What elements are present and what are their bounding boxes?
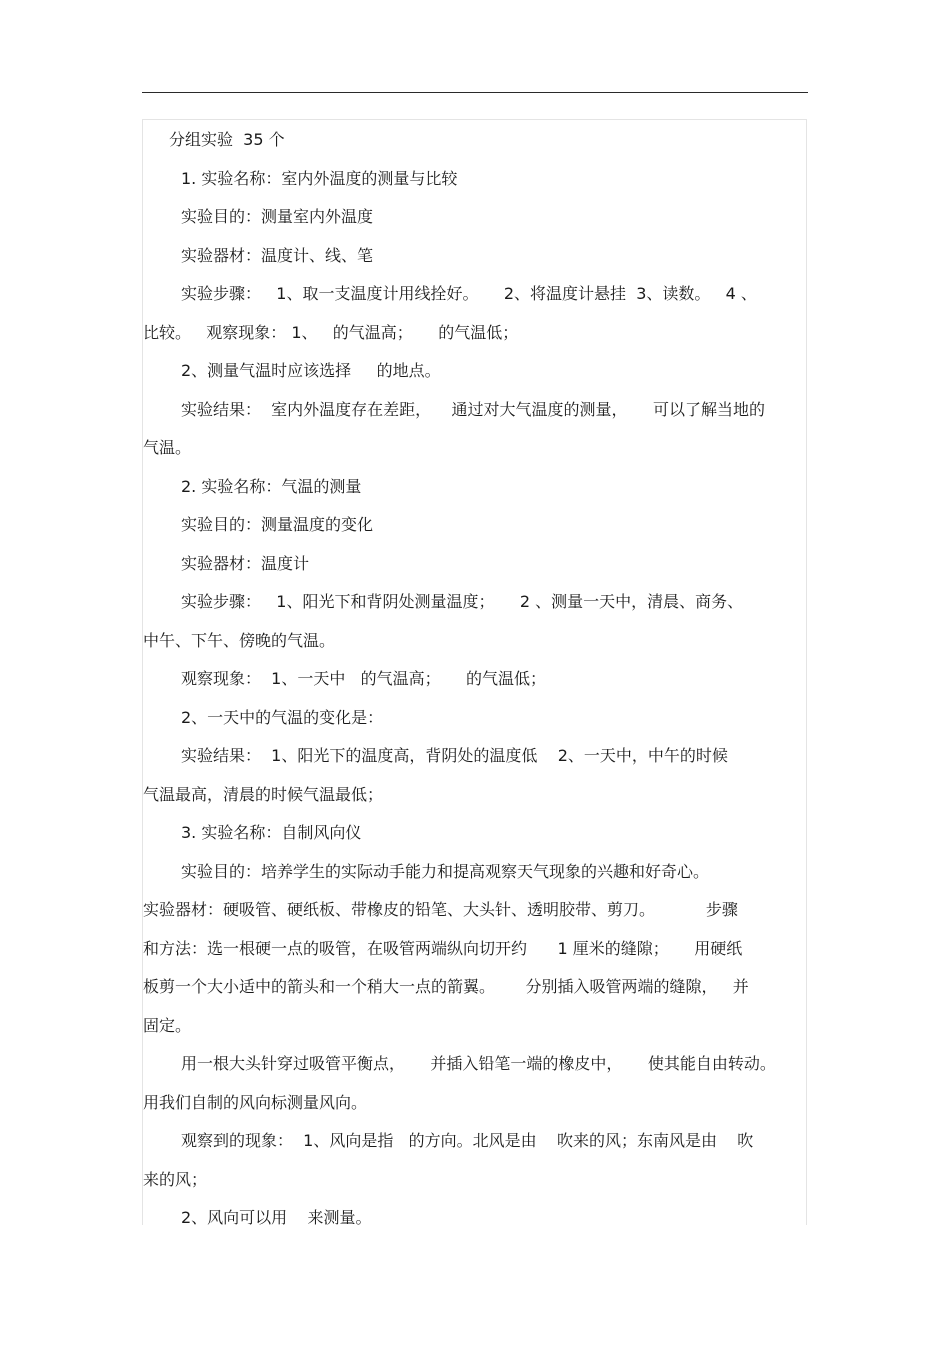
exp2-materials: 实验器材：温度计 [181,553,310,573]
exp1-purpose: 实验目的：测量室内外温度 [181,207,374,226]
exp1-materials: 实验器材：温度计、线、笔 [181,245,374,265]
exp3-observation: 观察到的现象： 1、风向是指 的方向。北风是由 吹来的风；东南风是由 吹 [181,1131,754,1150]
exp3-name: 3. 实验名称：自制风向仪 [181,823,362,842]
exp3-materials: 实验器材：硬吸管、硬纸板、带橡皮的铅笔、大头针、透明胶带、剪刀。 步骤 [143,900,738,919]
exp3-method-end: 固定。 [143,1015,192,1035]
exp1-steps-cont: 比较。 观察现象： 1、 的气温高； 的气温低； [143,322,519,342]
exp2-steps-cont: 中午、下午、傍晚的气温。 [143,630,336,650]
exp2-name: 2. 实验名称：气温的测量 [181,476,362,496]
section-heading: 分组实验 35 个 [169,130,285,149]
exp3-purpose: 实验目的：培养学生的实际动手能力和提高观察天气现象的兴趣和好奇心。 [181,861,710,881]
exp1-observation-2: 2、测量气温时应该选择 的地点。 [181,361,441,380]
exp2-observation: 观察现象： 1、一天中 的气温高； 的气温低； [181,669,547,688]
exp2-purpose: 实验目的：测量温度的变化 [181,515,374,534]
exp2-observation-2: 2、一天中的气温的变化是： [181,707,384,727]
exp2-result: 实验结果： 1、阳光下的温度高，背阴处的温度低 2、一天中，中午的时候 [181,746,728,765]
exp3-method-cont: 板剪一个大小适中的箭头和一个稍大一点的箭翼。 分别插入吸管两端的缝隙， 并 [143,977,749,996]
header-rule [142,92,808,93]
exp3-observation-cont: 来的风； [143,1169,208,1189]
exp3-method-2-cont: 用我们自制的风向标测量风向。 [143,1092,368,1112]
exp1-name: 1. 实验名称：室内外温度的测量与比较 [181,168,458,188]
document-body [143,121,806,1238]
exp2-result-cont: 气温最高，清晨的时候气温最低； [143,784,384,804]
exp3-method-2: 用一根大头针穿过吸管平衡点， 并插入铅笔一端的橡皮中， 使其能自由转动。 [181,1054,776,1073]
exp3-method: 和方法：选一根硬一点的吸管，在吸管两端纵向切开约 1 厘米的缝隙； 用硬纸 [143,938,743,958]
exp2-steps: 实验步骤： 1、阳光下和背阴处测量温度； 2 、测量一天中，清晨、商务、 [181,592,744,611]
exp3-observation-2: 2、风向可以用 来测量。 [181,1208,372,1227]
exp1-steps: 实验步骤： 1、取一支温度计用线拴好。 2、将温度计悬挂 3、读数。 4 、 [181,284,757,303]
exp1-result: 实验结果： 室内外温度存在差距， 通过对大气温度的测量， 可以了解当地的 [181,399,765,419]
exp1-result-cont: 气温。 [143,438,192,457]
